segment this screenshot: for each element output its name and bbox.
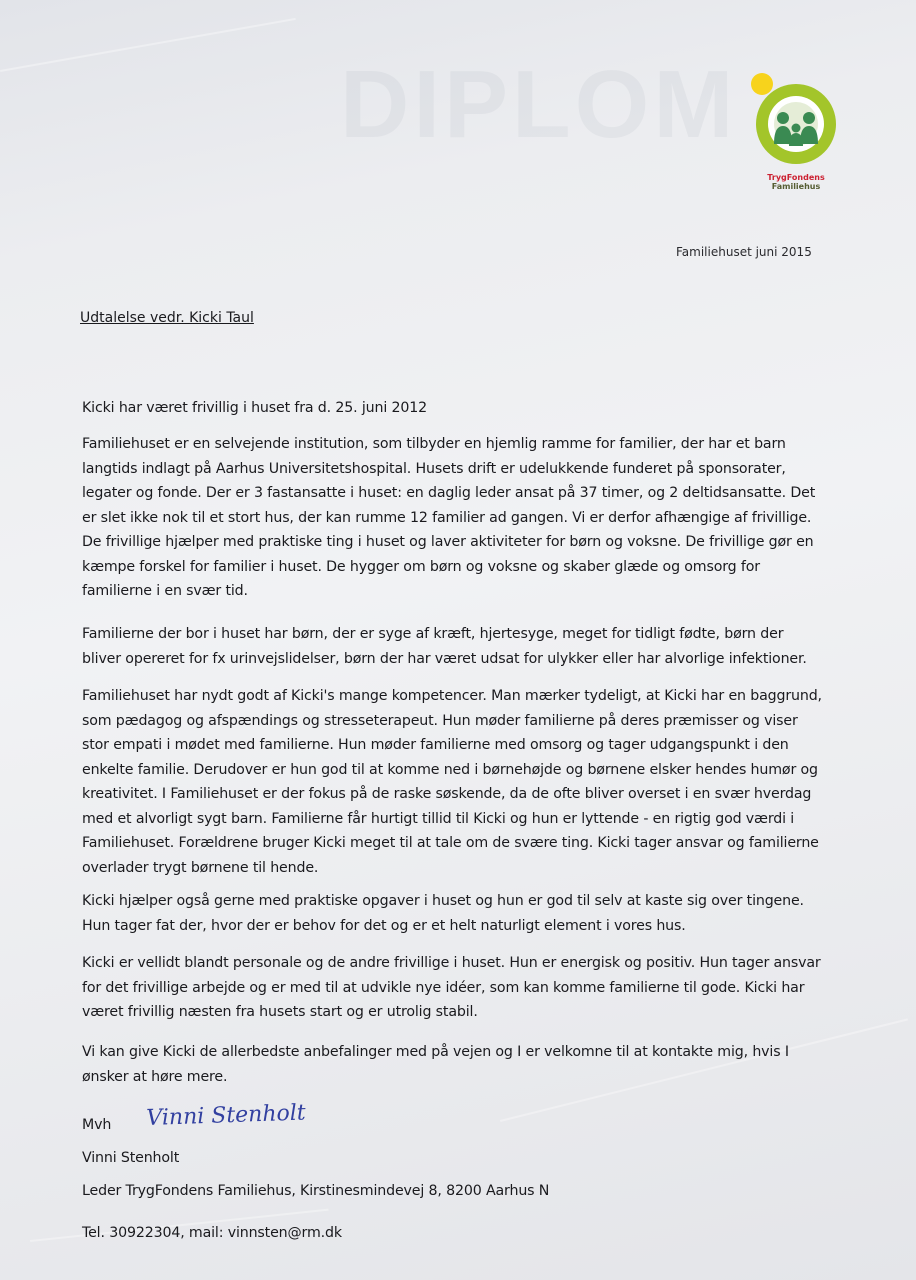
bleed-through-heading: DIPLOM	[340, 51, 738, 158]
handwritten-signature: Vinni Stenholt	[146, 1100, 307, 1131]
logo-text-familiehus: Familiehus	[771, 182, 821, 191]
logo-text-trygfondens: TrygFondens	[767, 173, 825, 182]
letter-paragraph: Kicki hjælper også gerne med praktiske opgaver i huset og hun er god til selv at kaste sig over tingene. Hun tager fat der, hvor der er behov for det og er et helt naturligt element i vores hus.	[82, 893, 804, 934]
trygfondens-familiehus-logo	[746, 70, 846, 200]
letter-paragraph: Familiehuset har nydt godt af Kicki's mange kompetencer. Man mærker tydeligt, at Kicki har en baggrund, som pædagog og afspændings og stresseterapeut. Hun møder familierne på deres præmisser og viser stor empati i mødet med familierne. Hun møder familierne med omsorg og tager udgangspunkt i den enkelte familie. Derudover er hun god til at komme ned i børnehøjde og børnene elsker hendes humør og kreativitet. I Familiehuset er der fokus på de raske søskende, da de ofte bliver overset i en svær hverdag med et alvorligt sygt barn. Familierne får hurtigt tillid til Kicki og hun er lyttende - en rigtig god værdi i Familiehuset. Forældrene bruger Kicki meget til at tale om de svære ting. Kicki tager ansvar og familierne overlader trygt børnene til hende.	[82, 688, 822, 876]
letter-paragraph: Familiehuset er en selvejende institution, som tilbyder en hjemlig ramme for familier, der har et barn langtids indlagt på Aarhus Universitetshospital. Husets drift er udelukkende funderet på sponsorater, legater og fonde. Der er 3 fastansatte i huset: en daglig leder ansat på 37 timer, og 2 deltidsansatte. Det er slet ikke nok til et stort hus, der kan rumme 12 familier ad gangen. Vi er derfor afhængige af frivillige. De frivillige hjælper med praktiske ting i huset og laver aktiviteter for børn og voksne. De frivillige gør en kæmpe forskel for familier i huset. De hygger om børn og voksne og skaber glæde og omsorg for familierne i en svær tid.	[82, 436, 816, 599]
letter-subject: Udtalelse vedr. Kicki Taul	[80, 310, 254, 326]
signatory-title-address: Leder TrygFondens Familiehus, Kirstinesmindevej 8, 8200 Aarhus N	[82, 1183, 550, 1199]
letter-dateline: Familiehuset juni 2015	[676, 245, 812, 259]
signatory-contact: Tel. 30922304, mail: vinnsten@rm.dk	[82, 1225, 342, 1241]
letter-closing: Mvh	[82, 1117, 112, 1133]
paper-crease	[0, 18, 296, 72]
letter-intro: Kicki har været frivillig i huset fra d. 25. juni 2012	[82, 400, 427, 416]
family-house-logo-icon	[746, 70, 846, 170]
signatory-name: Vinni Stenholt	[82, 1150, 180, 1166]
letter-paragraph: Vi kan give Kicki de allerbedste anbefalinger med på vejen og I er velkomne til at kontakte mig, hvis I ønsker at høre mere.	[82, 1044, 789, 1085]
letter-paragraph: Familierne der bor i huset har børn, der er syge af kræft, hjertesyge, meget for tidligt fødte, børn der bliver opereret for fx urinvejslidelser, børn der har været udsat for ulykker eller har alvorlige infektioner.	[82, 626, 807, 667]
letter-paragraph: Kicki er vellidt blandt personale og de andre frivillige i huset. Hun er energisk og positiv. Hun tager ansvar for det frivillige arbejde og er med til at udvikle nye idéer, som kan komme familierne til gode. Kicki har været frivillig næsten fra husets start og er utrolig stabil.	[82, 955, 821, 1020]
